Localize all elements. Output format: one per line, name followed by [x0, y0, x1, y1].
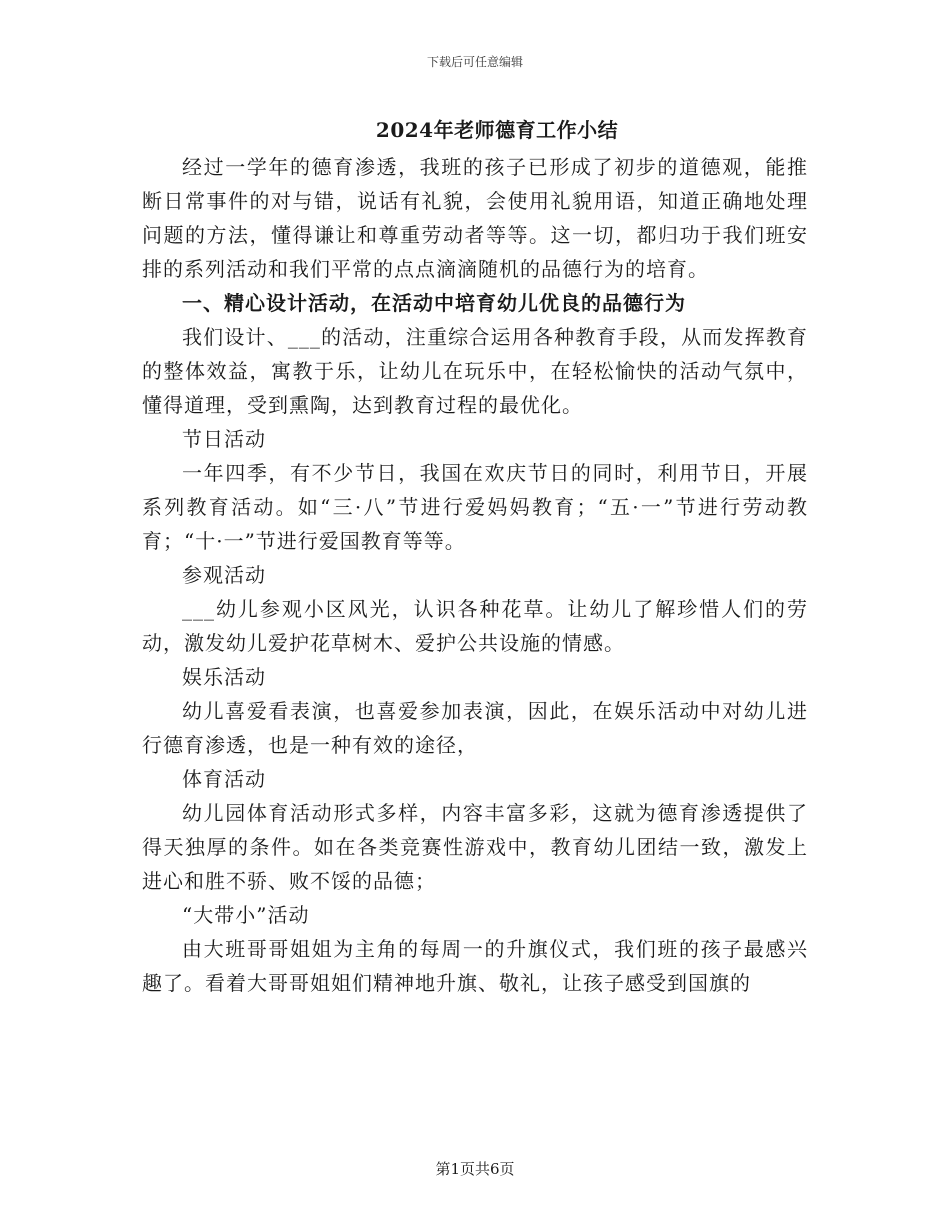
header-note: 下载后可任意编辑 — [426, 55, 523, 69]
document-title: 2024年老师德育工作小结 — [375, 118, 619, 142]
subheading-festival: 节日活动 — [182, 427, 266, 451]
paragraph-festival: 一年四季，有不少节日，我国在欢庆节日的同时，利用节日，开展系列教育活动。如“三·八”节进行爱妈妈教育；“五·一”节进行劳动教育；“十·一”节进行爱国教育等等。 — [142, 461, 808, 553]
paragraph-entertainment: 幼儿喜爱看表演，也喜爱参加表演，因此，在娱乐活动中对幼儿进行德育渗透，也是一种有效的途径， — [142, 699, 808, 757]
page-footer: 第1页共6页 — [435, 1160, 515, 1178]
paragraph-visit: ___幼儿参观小区风光，认识各种花草。让幼儿了解珍惜人们的劳动，激发幼儿爱护花草树木、爱护公共设施的情感。 — [142, 597, 808, 655]
document-body — [142, 150, 808, 1000]
section-heading-1: 一、精心设计活动，在活动中培育幼儿优良的品德行为 — [182, 291, 686, 315]
paragraph-intro: 经过一学年的德育渗透，我班的孩子已形成了初步的道德观，能推断日常事件的对与错，说话有礼貌，会使用礼貌用语，知道正确地处理问题的方法，懂得谦让和尊重劳动者等等。这一切，都归功于我们班安排的系列活动和我们平常的点点滴滴随机的品德行为的培育。 — [142, 155, 808, 281]
paragraph-sports: 幼儿园体育活动形式多样，内容丰富多彩，这就为德育渗透提供了得天独厚的条件。如在各类竞赛性游戏中，教育幼儿团结一致，激发上进心和胜不骄、败不馁的品德； — [142, 801, 808, 893]
subheading-entertainment: 娱乐活动 — [182, 665, 266, 689]
subheading-visit: 参观活动 — [182, 563, 266, 587]
paragraph-design: 我们设计、___的活动，注重综合运用各种教育手段，从而发挥教育的整体效益，寓教于乐，让幼儿在玩乐中，在轻松愉快的活动气氛中，懂得道理，受到熏陶，达到教育过程的最优化。 — [142, 325, 808, 417]
subheading-sports: 体育活动 — [182, 767, 266, 791]
paragraph-flag-ceremony: 由大班哥哥姐姐为主角的每周一的升旗仪式，我们班的孩子最感兴趣了。看着大哥哥姐姐们精神地升旗、敬礼，让孩子感受到国旗的 — [142, 937, 808, 995]
subheading-big-with-small: “大带小”活动 — [182, 903, 310, 927]
